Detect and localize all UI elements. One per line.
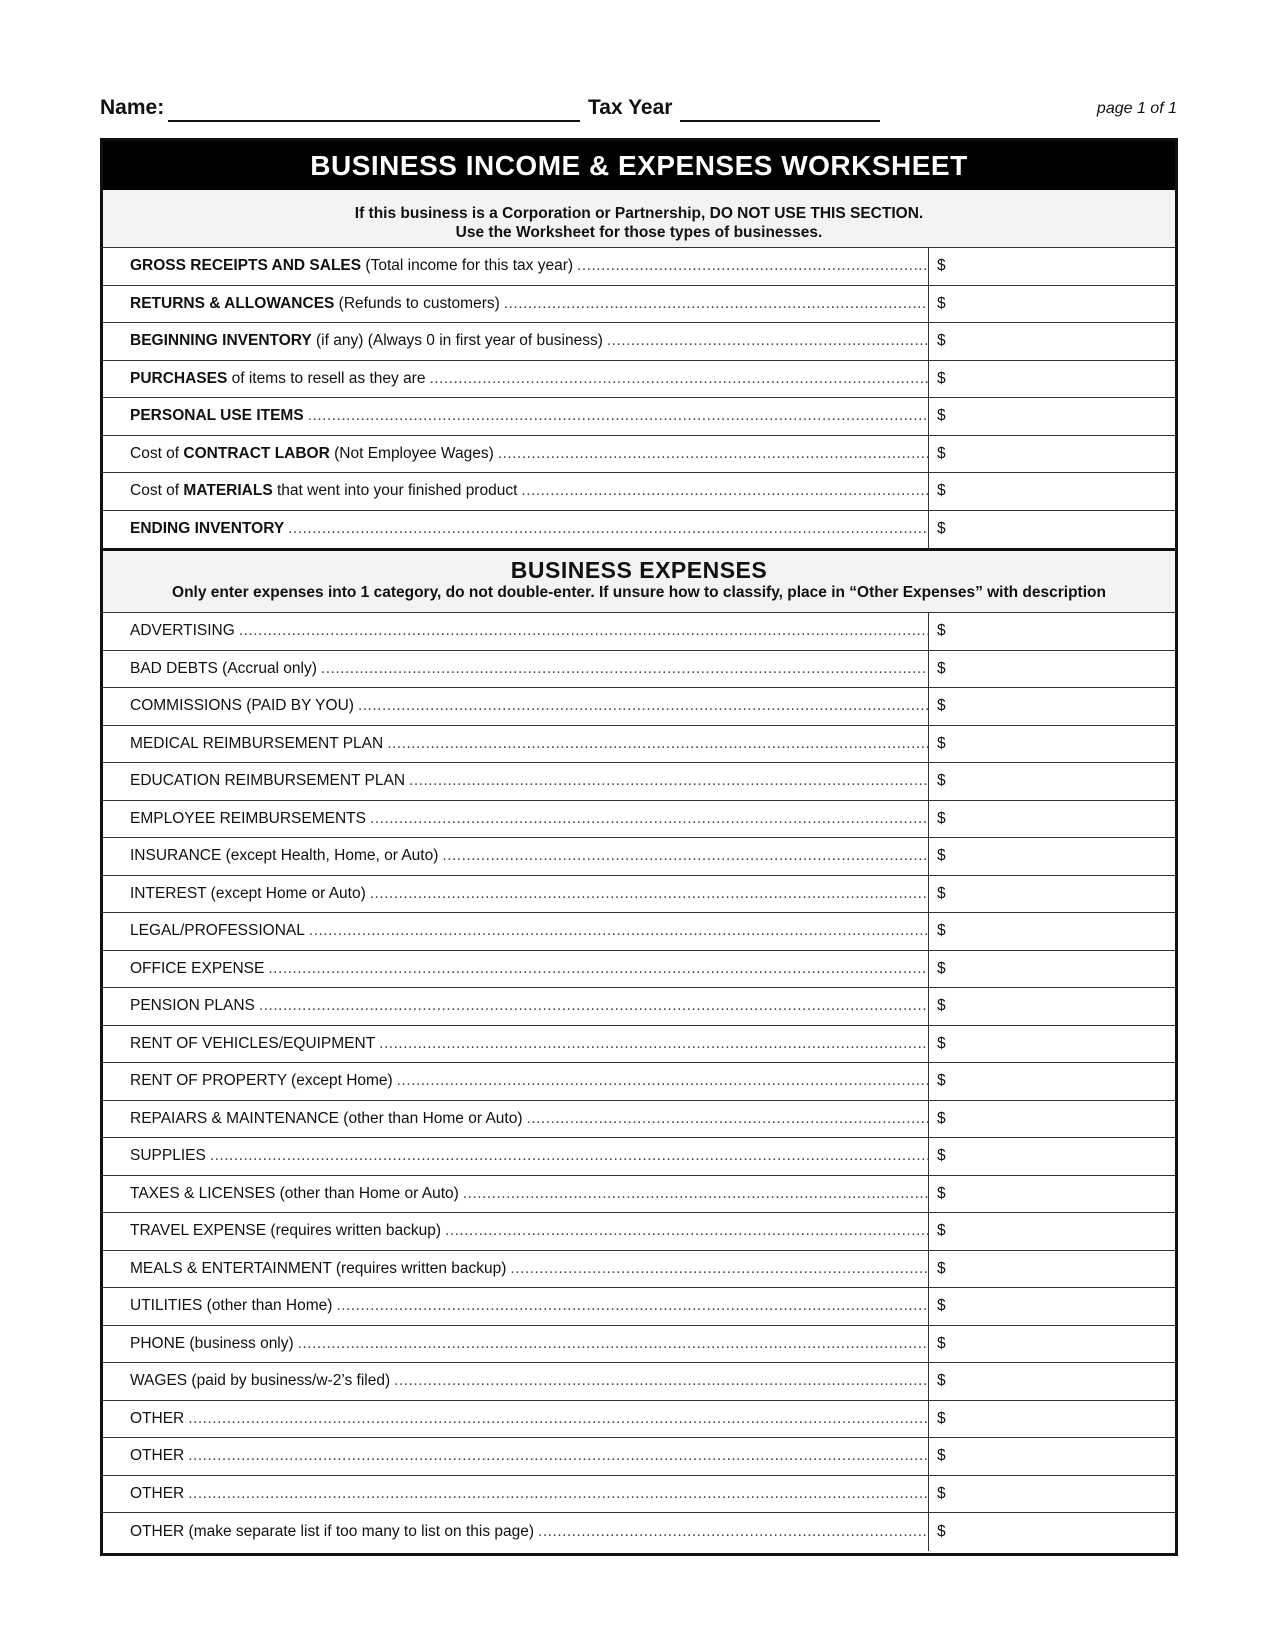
expense-amount-field[interactable] [929,1063,1175,1100]
dot-leader [206,1147,928,1165]
form-header [100,94,1177,128]
income-amount-field[interactable] [929,361,1175,398]
row-label-text: REPAIARS & MAINTENANCE (other than Home or Auto) [130,1109,523,1127]
label-prefix: Cost of [130,444,184,462]
row-label-text: WAGES (paid by business/w-2’s filed) [130,1372,391,1390]
dot-leader [438,847,928,865]
currency-symbol: $ [937,1147,946,1165]
expenses-header [103,551,1175,613]
expense-row [103,1476,1175,1514]
income-row [103,361,1175,399]
expense-amount-field[interactable] [929,988,1175,1025]
income-row-label [103,436,929,473]
income-row-label [103,286,929,323]
income-row [103,511,1175,549]
usage-note [103,190,1175,248]
expense-row-label [103,613,929,650]
currency-symbol: $ [937,294,946,312]
dot-leader [264,960,928,978]
currency-symbol: $ [937,1409,946,1427]
dot-leader [235,622,928,640]
row-label-text: PENSION PLANS [130,997,255,1015]
expense-amount-field[interactable] [929,1326,1175,1363]
expense-row [103,1363,1175,1401]
expense-row [103,988,1175,1026]
currency-symbol: $ [937,659,946,677]
expense-amount-field[interactable] [929,1176,1175,1213]
expense-row [103,1101,1175,1139]
expense-row-label [103,688,929,725]
dot-leader [603,332,928,350]
row-label-text: ADVERTISING [130,622,235,640]
expense-row-label [103,1063,929,1100]
expense-row [103,613,1175,651]
expense-row-label [103,913,929,950]
row-label-text [130,332,603,350]
expense-row [103,763,1175,801]
expense-row [103,1326,1175,1364]
label-rest: (Total income for this tax year) [361,257,574,275]
currency-symbol: $ [937,1297,946,1315]
expense-row-label [103,1401,929,1438]
income-amount-field[interactable] [929,248,1175,285]
currency-symbol: $ [937,622,946,640]
label-rest: (Not Employee Wages) [329,444,494,462]
dot-leader [354,697,928,715]
expense-amount-field[interactable] [929,1026,1175,1063]
expense-row [103,838,1175,876]
currency-symbol: $ [937,1222,946,1240]
dot-leader [405,772,928,790]
expense-row-label [103,1476,929,1513]
page-number: page 1 of 1 [1096,100,1177,117]
currency-symbol: $ [937,407,946,425]
currency-symbol: $ [937,734,946,752]
currency-symbol: $ [937,809,946,827]
expense-row-label [103,1326,929,1363]
expense-row [103,1438,1175,1476]
dot-leader [517,482,928,500]
expense-row-label [103,1438,929,1475]
expense-row-label [103,1026,929,1063]
currency-symbol: $ [937,1522,946,1540]
currency-symbol: $ [937,257,946,275]
income-row [103,248,1175,286]
dot-leader [317,660,928,678]
currency-symbol: $ [937,847,946,865]
income-row-label [103,511,929,549]
income-row [103,398,1175,436]
label-bold: ENDING INVENTORY [130,520,285,538]
income-row-label [103,361,929,398]
expense-amount-field[interactable] [929,1401,1175,1438]
expense-row [103,1063,1175,1101]
label-bold: CONTRACT LABOR [183,444,330,462]
dot-leader [500,295,928,313]
expense-row [103,1251,1175,1289]
row-label-text: INTEREST (except Home or Auto) [130,884,366,902]
expense-row [103,913,1175,951]
row-label-text [130,370,425,388]
expense-rows [103,613,1175,1551]
expense-row [103,1401,1175,1439]
row-label-text: RENT OF VEHICLES/EQUIPMENT [130,1034,376,1052]
expense-row [103,1138,1175,1176]
currency-symbol: $ [937,922,946,940]
row-label-text: UTILITIES (other than Home) [130,1297,333,1315]
currency-symbol: $ [937,997,946,1015]
income-row [103,436,1175,474]
expense-amount-field[interactable] [929,726,1175,763]
name-field[interactable] [168,120,580,122]
expense-amount-field[interactable] [929,1476,1175,1513]
currency-symbol: $ [937,959,946,977]
currency-symbol: $ [937,1447,946,1465]
income-row-label [103,323,929,360]
row-label-text: OTHER [130,1409,185,1427]
expense-row-label [103,951,929,988]
income-amount-field[interactable] [929,511,1175,549]
income-amount-field[interactable] [929,398,1175,435]
dot-leader [184,1410,928,1428]
expenses-instructions: Only enter expenses into 1 category, do not double-enter. If unsure how to classify, place in “Other Expenses” with description [172,584,1106,601]
dot-leader [383,735,928,753]
currency-symbol: $ [937,772,946,790]
currency-symbol: $ [937,884,946,902]
expense-amount-field[interactable] [929,1513,1175,1551]
expense-row-label [103,988,929,1025]
currency-symbol: $ [937,1334,946,1352]
dot-leader [284,520,928,538]
expense-amount-field[interactable] [929,1363,1175,1400]
currency-symbol: $ [937,1372,946,1390]
dot-leader [184,1485,928,1503]
currency-symbol: $ [937,1072,946,1090]
dot-leader [366,810,928,828]
usage-note-line2: Use the Worksheet for those types of businesses. [455,224,823,241]
dot-leader [573,257,928,275]
expense-amount-field[interactable] [929,1101,1175,1138]
expense-amount-field[interactable] [929,1438,1175,1475]
label-bold: PERSONAL USE ITEMS [130,407,304,425]
tax-year-label: Tax Year [588,96,673,119]
dot-leader [304,407,928,425]
expense-row-label [103,1138,929,1175]
label-bold: MATERIALS [183,482,273,500]
dot-leader [332,1297,928,1315]
row-label-text: OFFICE EXPENSE [130,959,265,977]
dot-leader [425,370,928,388]
income-amount-field[interactable] [929,286,1175,323]
label-rest: (if any) (Always 0 in first year of business) [311,332,603,350]
expense-row-label [103,763,929,800]
expense-amount-field[interactable] [929,763,1175,800]
label-bold: BEGINNING INVENTORY [130,332,312,350]
income-row-label [103,473,929,510]
dot-leader [506,1260,928,1278]
row-label-text: SUPPLIES [130,1147,206,1165]
expenses-title: BUSINESS EXPENSES [510,557,768,583]
dot-leader [184,1447,928,1465]
expense-row-label [103,801,929,838]
label-bold: RETURNS & ALLOWANCES [130,294,335,312]
dot-leader [294,1335,928,1353]
label-bold: GROSS RECEIPTS AND SALES [130,257,362,275]
expense-amount-field[interactable] [929,688,1175,725]
dot-leader [523,1110,928,1128]
dot-leader [441,1222,928,1240]
income-row-label [103,248,929,285]
dot-leader [390,1372,928,1390]
expense-row-label [103,1251,929,1288]
label-rest: that went into your finished product [272,482,518,500]
income-row-label [103,398,929,435]
row-label-text: TRAVEL EXPENSE (requires written backup) [130,1222,441,1240]
expense-row-label [103,876,929,913]
expense-row-label [103,1176,929,1213]
expense-row-label [103,1288,929,1325]
usage-note-line1: If this business is a Corporation or Partnership, DO NOT USE THIS SECTION. [354,205,924,222]
worksheet-frame [100,138,1178,1556]
expense-row [103,1026,1175,1064]
row-label-text: MEDICAL REIMBURSEMENT PLAN [130,734,384,752]
expense-row [103,726,1175,764]
expense-row-label [103,1513,929,1551]
expense-row [103,688,1175,726]
expense-row [103,876,1175,914]
expense-row-label [103,651,929,688]
currency-symbol: $ [937,1184,946,1202]
expense-amount-field[interactable] [929,951,1175,988]
row-label-text [130,295,500,313]
expense-amount-field[interactable] [929,651,1175,688]
income-section [103,248,1175,548]
row-label-text: COMMISSIONS (PAID BY YOU) [130,697,354,715]
dot-leader [459,1185,928,1203]
expense-row-label [103,1363,929,1400]
name-label: Name: [100,96,165,119]
expense-row-label [103,1101,929,1138]
label-rest: of items to resell as they are [227,369,426,387]
row-label-text [130,407,304,425]
row-label-text: MEALS & ENTERTAINMENT (requires written backup) [130,1259,507,1277]
expense-amount-field[interactable] [929,1251,1175,1288]
expense-amount-field[interactable] [929,1138,1175,1175]
dot-leader [494,445,928,463]
currency-symbol: $ [937,1109,946,1127]
dot-leader [366,885,928,903]
row-label-text: PHONE (business only) [130,1334,294,1352]
expense-row [103,1288,1175,1326]
row-label-text: TAXES & LICENSES (other than Home or Auto) [130,1184,459,1202]
row-label-text: INSURANCE (except Health, Home, or Auto) [130,847,439,865]
expense-amount-field[interactable] [929,1213,1175,1250]
currency-symbol: $ [937,1259,946,1277]
row-label-text: OTHER [130,1447,185,1465]
dot-leader [255,997,928,1015]
currency-symbol: $ [937,369,946,387]
dot-leader [305,922,928,940]
income-amount-field[interactable] [929,323,1175,360]
row-label-text: OTHER (make separate list if too many to list on this page) [130,1522,535,1540]
income-row [103,473,1175,511]
currency-symbol: $ [937,1034,946,1052]
row-label-text [130,257,573,275]
currency-symbol: $ [937,444,946,462]
income-row [103,286,1175,324]
row-label-text: RENT OF PROPERTY (except Home) [130,1072,393,1090]
expense-row-label [103,1213,929,1250]
expense-row [103,651,1175,689]
expense-amount-field[interactable] [929,838,1175,875]
dot-leader [393,1072,928,1090]
tax-year-field[interactable] [680,120,880,122]
expense-amount-field[interactable] [929,876,1175,913]
label-bold: PURCHASES [130,369,228,387]
expense-row [103,1213,1175,1251]
expense-amount-field[interactable] [929,613,1175,650]
expense-row-label [103,838,929,875]
label-rest: (Refunds to customers) [334,294,500,312]
row-label-text: EDUCATION REIMBURSEMENT PLAN [130,772,406,790]
expense-row [103,801,1175,839]
worksheet-title: BUSINESS INCOME & EXPENSES WORKSHEET [103,141,1175,190]
income-amount-field[interactable] [929,473,1175,510]
row-label-text [130,482,517,500]
row-label-text: OTHER [130,1484,185,1502]
expense-amount-field[interactable] [929,913,1175,950]
row-label-text: LEGAL/PROFESSIONAL [130,922,305,940]
currency-symbol: $ [937,332,946,350]
expense-row [103,1176,1175,1214]
dot-leader [534,1523,928,1541]
expense-row [103,951,1175,989]
row-label-text [130,520,284,538]
dot-leader [375,1035,928,1053]
row-label-text: EMPLOYEE REIMBURSEMENTS [130,809,366,827]
expense-amount-field[interactable] [929,1288,1175,1325]
label-prefix: Cost of [130,482,184,500]
expenses-section [103,548,1175,1551]
income-row [103,323,1175,361]
row-label-text [130,445,494,463]
currency-symbol: $ [937,697,946,715]
currency-symbol: $ [937,520,946,538]
income-amount-field[interactable] [929,436,1175,473]
expense-row-label [103,726,929,763]
expense-row [103,1513,1175,1551]
expense-amount-field[interactable] [929,801,1175,838]
currency-symbol: $ [937,482,946,500]
currency-symbol: $ [937,1484,946,1502]
row-label-text: BAD DEBTS (Accrual only) [130,659,317,677]
